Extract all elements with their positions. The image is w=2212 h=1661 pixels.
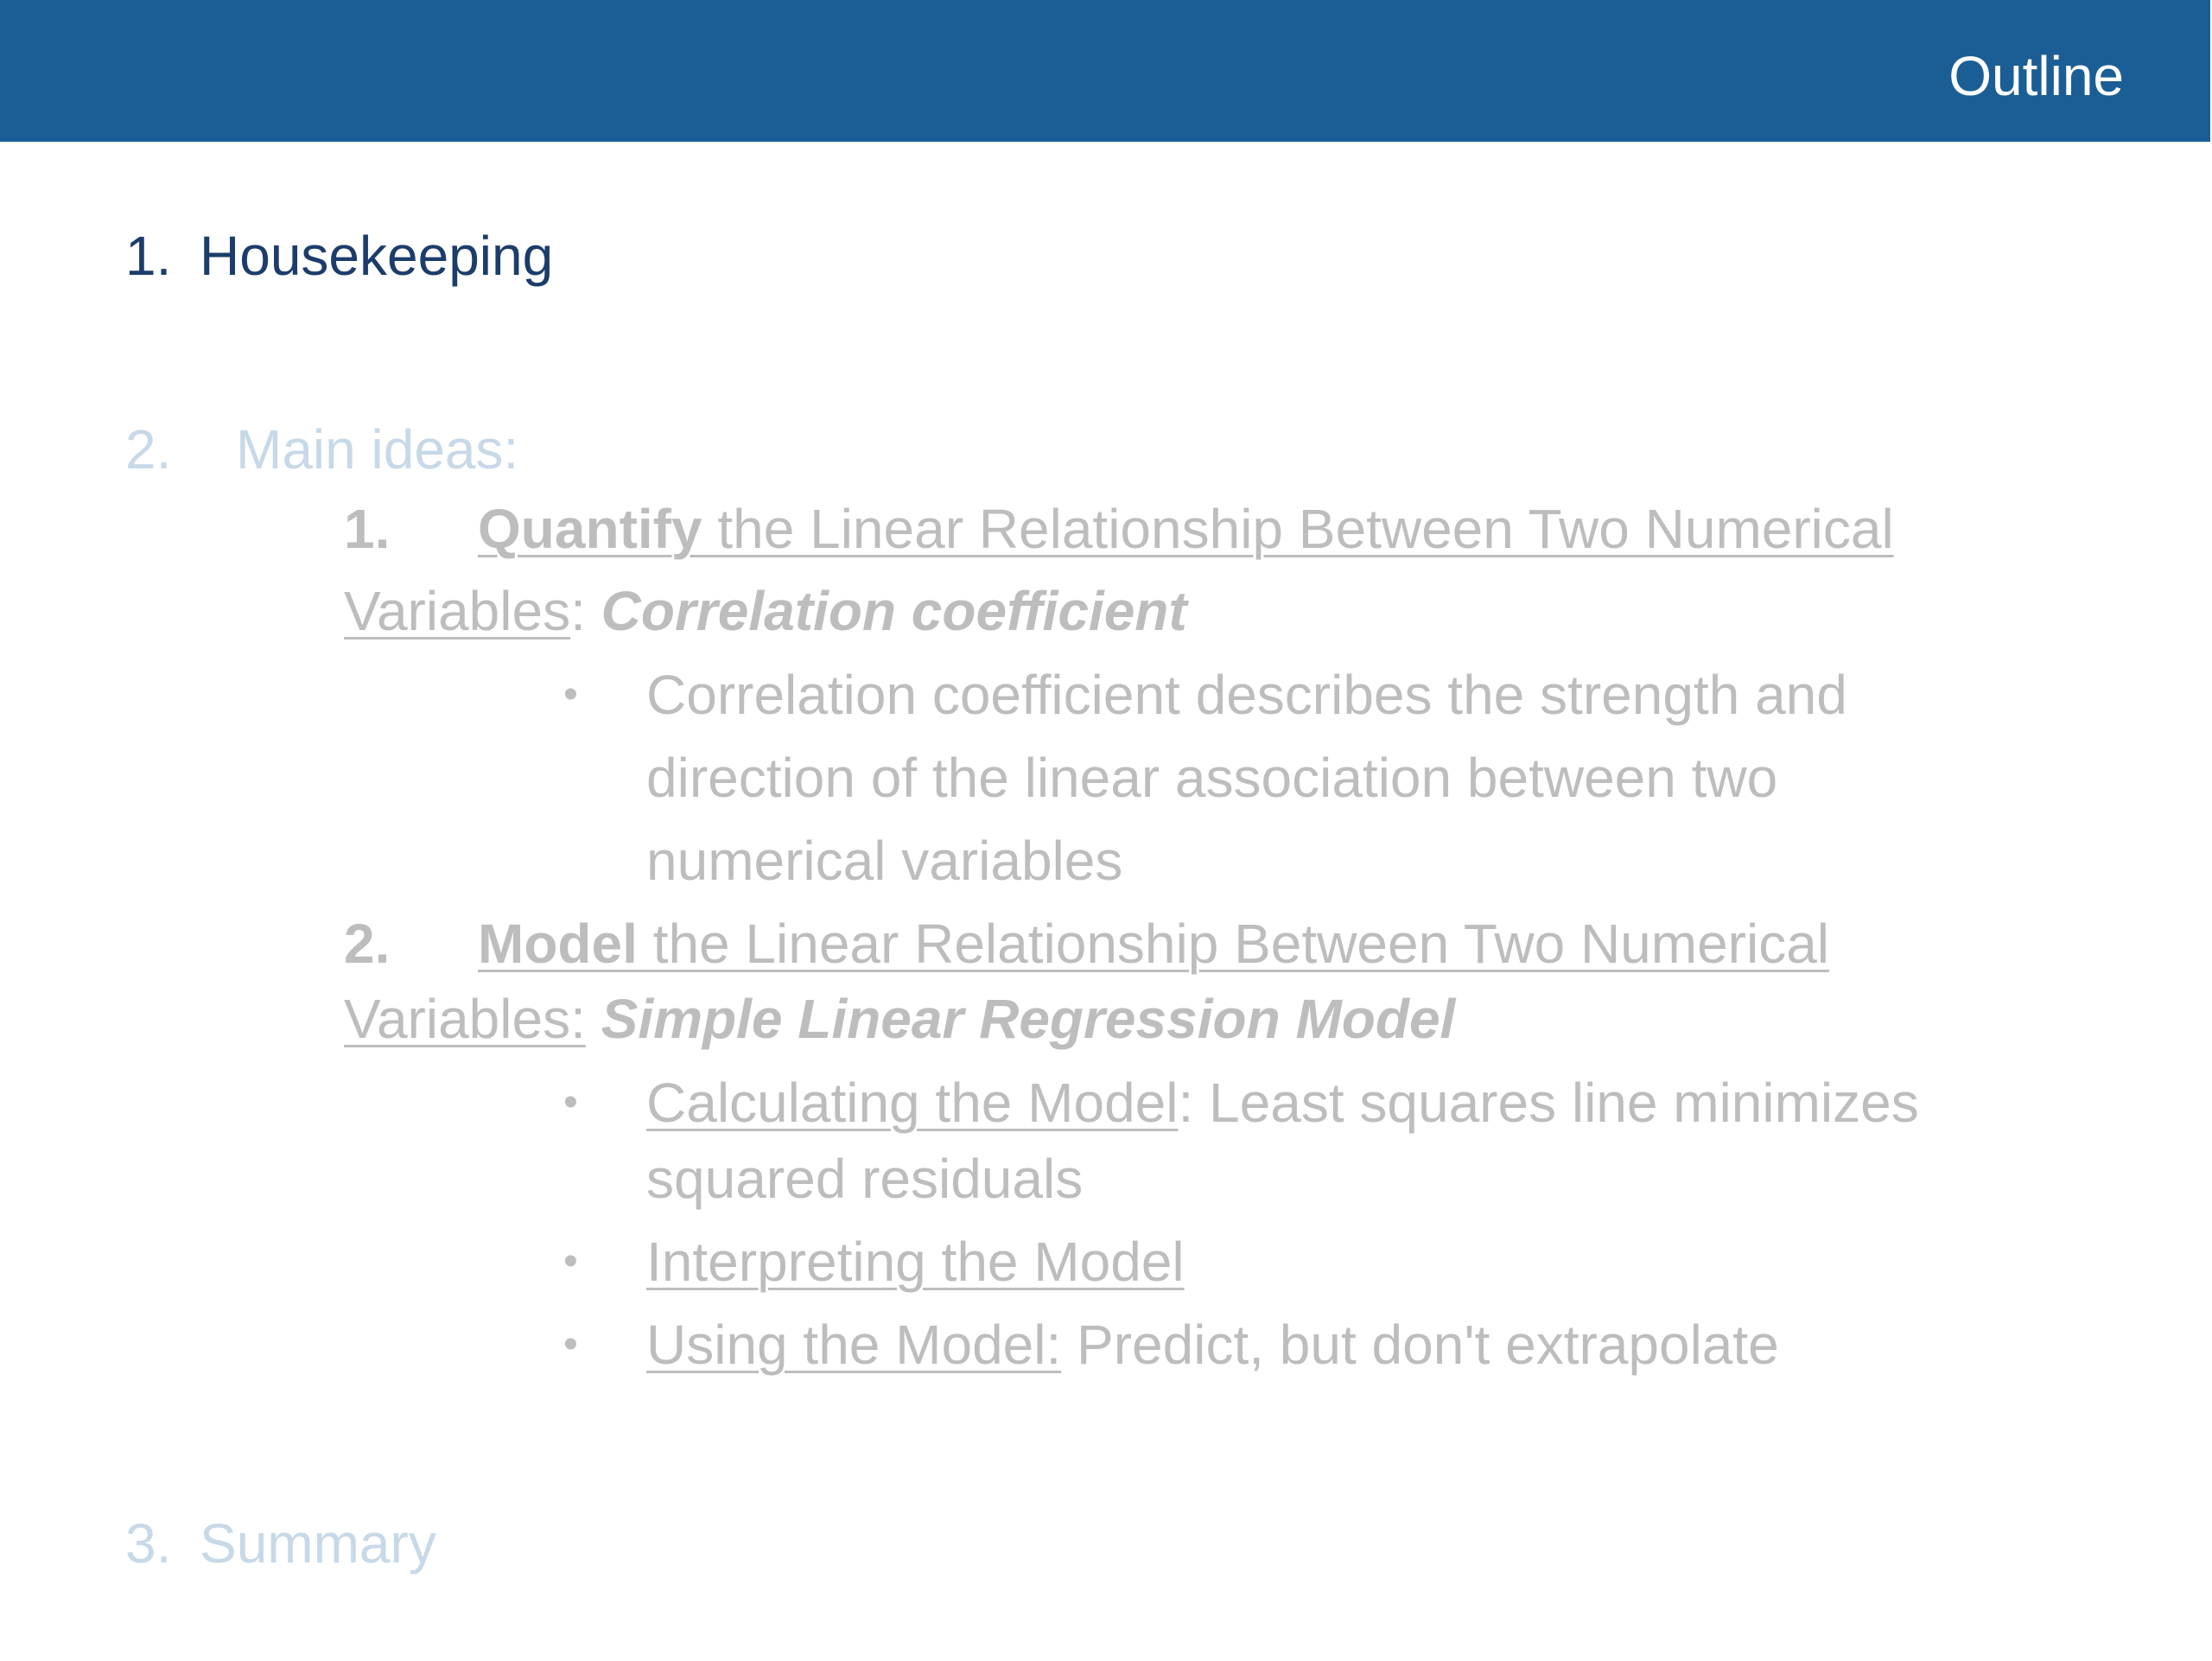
subitem-quantify-line2 [344, 576, 1187, 646]
bullet-link[interactable]: Using the Model: [646, 1314, 1062, 1376]
outline-item-number: 3. [125, 1512, 172, 1575]
bullet-text-line2: direction of the linear association between two [646, 747, 1778, 809]
bullet-icon: • [563, 1321, 578, 1367]
subitem-quantify-line1 [344, 494, 1894, 563]
bullet-using-model [646, 1310, 1779, 1379]
bullet-calculating-model [646, 1068, 1919, 1137]
subitem-model-line2 [344, 984, 1455, 1053]
subitem-text[interactable]: the Linear Relationship Between Two Numerical [637, 913, 1829, 975]
bullet-text-line1: Correlation coefficient describes the strength and [646, 664, 1847, 726]
bullet-calculating-model-line2: squared residuals [646, 1148, 1084, 1210]
header-bar [0, 0, 2210, 142]
subitem-lead[interactable]: Quantify [478, 498, 702, 560]
bullet-rest: Predict, but don't extrapolate [1061, 1314, 1779, 1376]
outline-item-summary [125, 1509, 436, 1578]
outline-item-label: Summary [200, 1512, 436, 1575]
slide-title: Outline [1948, 45, 2124, 107]
subitem-separator: : [570, 580, 601, 642]
bullet-icon: • [563, 671, 578, 717]
bullet-interpreting-model [646, 1227, 1185, 1296]
outline-item-label: Main ideas: [236, 418, 519, 480]
subitem-text[interactable]: Variables [344, 580, 571, 642]
subitem-text[interactable]: Variables: [344, 988, 586, 1050]
outline-item-label: Housekeeping [200, 225, 554, 287]
bullet-link[interactable]: Calculating the Model [646, 1072, 1179, 1134]
bullet-icon: • [563, 1238, 578, 1284]
subitem-number: 1. [344, 498, 391, 560]
subitem-model-line1 [344, 909, 1829, 978]
outline-item-housekeeping [125, 221, 553, 290]
bullet-rest: : Least squares line minimizes [1178, 1072, 1919, 1134]
subitem-number: 2. [344, 913, 391, 975]
outline-item-number: 2. [125, 418, 172, 480]
outline-item-main-ideas [125, 415, 518, 484]
subitem-emphasis: Correlation coefficient [601, 580, 1187, 642]
subitem-text[interactable]: the Linear Relationship Between Two Numerical [702, 498, 1894, 560]
bullet-link[interactable]: Interpreting the Model [646, 1231, 1185, 1293]
outline-item-number: 1. [125, 225, 172, 287]
subitem-emphasis: Simple Linear Regression Model [585, 988, 1456, 1050]
subitem-lead[interactable]: Model [478, 913, 638, 975]
bullet-text-line3: numerical variables [646, 830, 1123, 892]
bullet-icon: • [563, 1079, 578, 1125]
slide-body [0, 142, 2212, 1661]
